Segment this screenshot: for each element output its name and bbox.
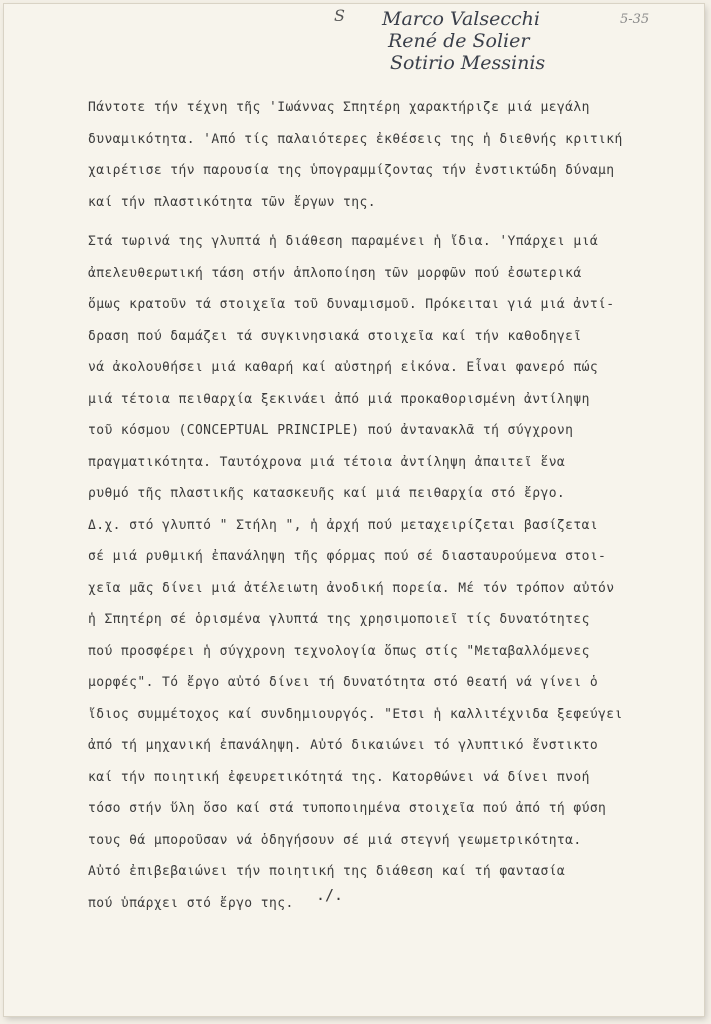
handwritten-name: Marco Valsecchi [382, 8, 540, 30]
text-line: Αὐτό ἐπιβεβαιώνει τήν ποιητική της διάθεση καί τή φαντασία [88, 864, 566, 879]
text-line: ρυθμό τῆς πλαστικῆς κατασκευῆς καί μιά πειθαρχία στό ἔργο. [88, 486, 566, 501]
text-line: καί τήν πλαστικότητα τῶν ἔργων της. [88, 194, 376, 210]
text-line: Δ.χ. στό γλυπτό " Στήλη ", ἡ ἀρχή πού μεταχειρίζεται βασίζεται [88, 517, 599, 533]
paragraph-2 [88, 226, 688, 919]
text-line: δραση πού δαμάζει τά συγκινησιακά στοιχεῖα καί τήν καθοδηγεῖ [88, 328, 582, 344]
text-line: ἡ Σπητέρη σέ ὁρισμένα γλυπτά της χρησιμοποιεῖ τίς δυνατότητες [88, 612, 590, 627]
text-line: ἴδιος συμμέτοχος καί συνδημιουργός. "Ετσι ἡ καλλιτέχνιδα ξεφεύγει [88, 706, 623, 722]
handwritten-names [382, 8, 545, 74]
text-line: τους θά μποροῦσαν νά ὁδηγήσουν σέ μιά στεγνή γεωμετρικότητα. [88, 832, 582, 848]
text-line: μορφές". Τό ἔργο αὐτό δίνει τή δυνατότητα στό θεατή νά γίνει ὁ [88, 675, 599, 690]
handwritten-name: Sotirio Messinis [390, 52, 546, 74]
text-line: χεῖα μᾶς δίνει μιά ἀτέλειωτη ἀνοδική πορεία. Μέ τόν τρόπον αὐτόν [88, 580, 615, 596]
text-line: χαιρέτισε τήν παρουσία της ὑπογραμμίζοντας τήν ἐνστικτώδη δύναμη [88, 163, 615, 178]
text-line: ἀπελευθερωτική τάση στήν ἁπλοποίηση τῶν μορφῶν πού ἐσωτερικά [88, 265, 582, 281]
text-line: νά ἀκολουθήσει μιά καθαρή καί αὐστηρή εἰκόνα. Εἶναι φανερό πώς [88, 360, 599, 375]
document-page [4, 4, 704, 1016]
page-number: 5-35 [620, 12, 650, 27]
text-line: καί τήν ποιητική ἐφευρετικότητά της. Κατορθώνει νά δίνει πνοή [88, 769, 590, 785]
text-line: Πάντοτε τήν τέχνη τῆς 'Ιωάννας Σπητέρη χαρακτήριζε μιά μεγάλη [88, 100, 590, 115]
text-line: δυναμικότητα. 'Από τίς παλαιότερες ἐκθέσεις της ἡ διεθνής κριτική [88, 131, 623, 147]
text-line: τοῦ κόσμου (CONCEPTUAL PRINCIPLE) πού ἀντανακλᾶ τή σύγχρονη [88, 423, 574, 438]
text-line: ὅμως κρατοῦν τά στοιχεῖα τοῦ δυναμισμοῦ. Πρόκειται γιά μιά ἀντί- [88, 297, 615, 312]
text-line: ἀπό τή μηχανική ἐπανάληψη. Αὐτό δικαιώνει τό γλυπτικό ἔνστικτο [88, 738, 599, 753]
text-line: πραγματικότητα. Ταυτόχρονα μιά τέτοια ἀντίληψη ἀπαιτεῖ ἕνα [88, 454, 566, 470]
typed-text [88, 92, 688, 919]
text-line: πού προσφέρει ἡ σύγχρονη τεχνολογία ὅπως στίς "Μεταβαλλόμενες [88, 643, 590, 659]
text-line: μιά τέτοια πειθαρχία ξεκινάει ἀπό μιά προκαθορισμένη ἀντίληψη [88, 391, 590, 407]
end-mark: ./. [316, 886, 344, 904]
corner-mark: S [334, 6, 345, 25]
handwritten-name: René de Solier [388, 30, 530, 52]
text-line: Στά τωρινά της γλυπτά ἡ διάθεση παραμένει ἡ ἴδια. 'Υπάρχει μιά [88, 234, 599, 249]
paragraph-1 [88, 92, 688, 218]
text-line: τόσο στήν ὕλη ὅσο καί στά τυποποιημένα στοιχεῖα πού ἀπό τή φύση [88, 801, 607, 816]
text-line: πού ὑπάρχει στό ἔργο της. [88, 895, 294, 911]
text-line: σέ μιά ρυθμική ἐπανάληψη τῆς φόρμας πού σέ διασταυρούμενα στοι- [88, 549, 607, 564]
